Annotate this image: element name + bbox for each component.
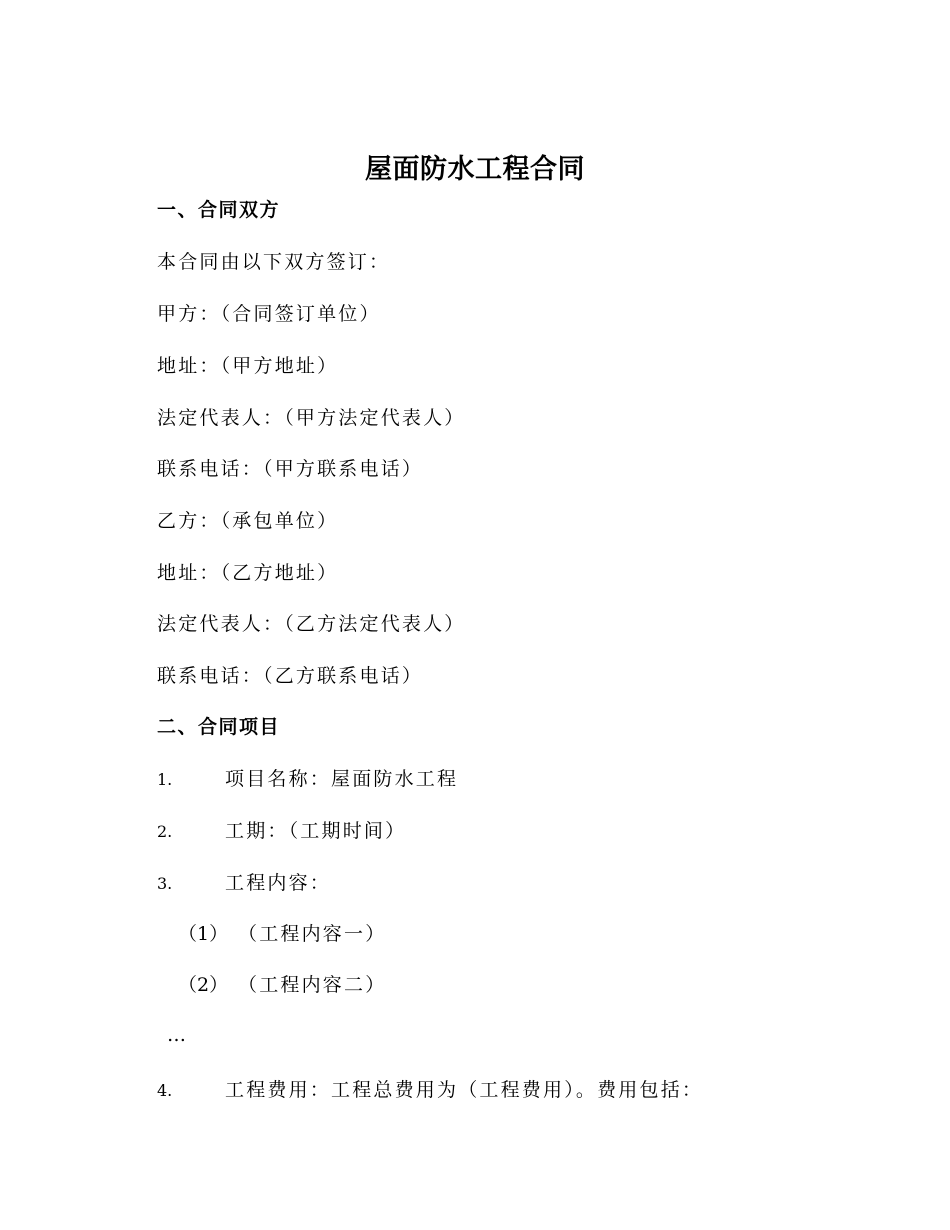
list-item-number: 4. bbox=[157, 1081, 173, 1100]
sub-list-item-number: （1） bbox=[178, 923, 229, 945]
list-item-text: 项目名称：屋面防水工程 bbox=[225, 768, 459, 790]
sub-list-item-text: （工程内容二） bbox=[238, 974, 387, 996]
party-a-address-line: 地址：（甲方地址） bbox=[157, 355, 339, 377]
list-item-text: 工程费用：工程总费用为（工程费用）。费用包括： bbox=[225, 1079, 704, 1101]
sub-list-item bbox=[178, 920, 386, 948]
document-title: 屋面防水工程合同 bbox=[365, 154, 585, 185]
party-b-representative-line: 法定代表人：（乙方法定代表人） bbox=[157, 613, 466, 635]
party-a-phone-line: 联系电话：（甲方联系电话） bbox=[157, 458, 424, 480]
sub-list-item bbox=[178, 971, 386, 999]
section-heading-project: 二、合同项目 bbox=[157, 716, 281, 738]
list-item bbox=[157, 1076, 703, 1105]
intro-paragraph: 本合同由以下双方签订： bbox=[157, 251, 391, 273]
list-item-text: 工期：（工期时间） bbox=[225, 820, 407, 842]
party-a-line: 甲方：（合同签订单位） bbox=[157, 303, 381, 325]
list-item bbox=[157, 765, 458, 794]
list-item bbox=[157, 869, 331, 898]
party-b-address-line: 地址：（乙方地址） bbox=[157, 562, 339, 584]
list-item bbox=[157, 817, 406, 846]
party-a-representative-line: 法定代表人：（甲方法定代表人） bbox=[157, 407, 466, 429]
sub-list-item-text: （工程内容一） bbox=[238, 923, 387, 945]
sub-list-item-number: （2） bbox=[178, 974, 229, 996]
list-item-number: 1. bbox=[157, 770, 173, 789]
continuation-ellipsis: … bbox=[167, 1024, 187, 1046]
list-item-number: 2. bbox=[157, 822, 173, 841]
section-heading-parties: 一、合同双方 bbox=[157, 199, 281, 221]
party-b-line: 乙方：（承包单位） bbox=[157, 510, 339, 532]
party-b-phone-line: 联系电话：（乙方联系电话） bbox=[157, 665, 424, 687]
list-item-text: 工程内容： bbox=[225, 872, 332, 894]
list-item-number: 3. bbox=[157, 874, 173, 893]
